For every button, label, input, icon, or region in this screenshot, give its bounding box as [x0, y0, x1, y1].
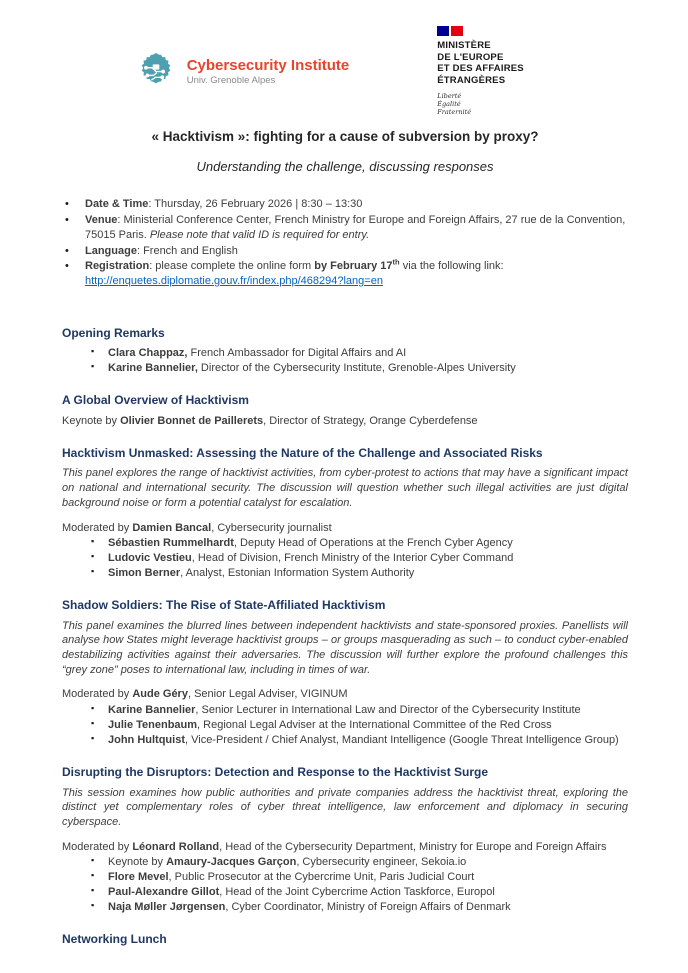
speaker-item: [62, 855, 628, 870]
moderator-text-run: Moderated by: [62, 688, 133, 701]
section-description: This session examines how public authorities and private companies address the hacktivist threat, exploring the distinct yet complementary roles of cyber threat intelligence, law enforcement and diplomacy in securing cyberspace.: [62, 786, 628, 828]
moderator-text-run: Damien Bancal: [132, 521, 212, 534]
speaker-item: [62, 885, 628, 900]
event-info-list: [62, 197, 628, 288]
speaker-text-run: , Deputy Head of Operations at the French Cyber Agency: [233, 537, 513, 550]
info-text-run: Registration: [85, 260, 150, 273]
institute-name: Cybersecurity Institute: [186, 57, 350, 75]
section-description: This panel examines the blurred lines between independent hacktivists and state-sponsored proxies. Panellists will analyse how States might leverage hacktivist groups – or groups masquerading as such – to conduct cyber-enabled destabilizing activities against their adversaries. The discussion will further explore the profound challenges this “grey zone” poses to international law, including in times of war.: [62, 619, 628, 676]
speaker-text-run: French Ambassador for Digital Affairs and AI: [187, 346, 407, 359]
speaker-text-run: Karine Bannelier,: [108, 361, 198, 374]
cybersecurity-institute-logo: [133, 50, 350, 96]
speaker-text-run: , Cyber Coordinator, Ministry of Foreign Affairs of Denmark: [225, 900, 511, 913]
moderator-text-run: , Head of the Cybersecurity Department, Ministry for Europe and Foreign Affairs: [219, 840, 607, 853]
speaker-text-run: Simon Berner: [108, 566, 181, 579]
section-heading: A Global Overview of Hacktivism: [62, 393, 249, 408]
speaker-list: [62, 703, 628, 747]
registration-link[interactable]: http://enquetes.diplomatie.gouv.fr/index.php/468294?lang=en: [85, 275, 383, 288]
section-heading: Opening Remarks: [62, 325, 165, 340]
ministry-name-line: ÉTRANGÈRES: [437, 74, 506, 86]
speaker-item: [62, 536, 628, 551]
speaker-text-run: Naja Møller Jørgensen: [108, 900, 226, 913]
speaker-text-run: , Regional Legal Adviser at the International Committee of the Red Cross: [197, 718, 552, 731]
speaker-text-run: Karine Bannelier: [108, 704, 196, 717]
speaker-text-run: , Senior Lecturer in International Law and Director of the Cybersecurity Institute: [195, 704, 581, 717]
info-text-run: Date & Time: [85, 198, 149, 211]
ministry-logo: [437, 26, 557, 116]
speaker-text-run: Amaury-Jacques Garçon: [166, 856, 297, 869]
moderator-text-run: Léonard Rolland: [132, 840, 220, 853]
agenda-sections: [62, 325, 628, 948]
speaker-text-run: Keynote by: [108, 856, 167, 869]
speaker-item: [62, 703, 628, 718]
motto-line: Liberté: [437, 92, 462, 100]
motto-line: Fraternité: [437, 108, 472, 116]
speaker-item: [62, 733, 628, 748]
speaker-list: [62, 346, 628, 375]
speaker-item: [62, 361, 628, 376]
section-heading: Disrupting the Disruptors: Detection and Response to the Hacktivist Surge: [62, 765, 489, 780]
speaker-list: [62, 855, 628, 914]
speaker-text-run: Flore Mevel: [108, 871, 169, 884]
section-heading: Shadow Soldiers: The Rise of State-Affiliated Hacktivism: [62, 598, 386, 613]
ministry-name-line: DE L'EUROPE: [437, 51, 504, 63]
header-logos: [62, 26, 628, 116]
speaker-text-run: , Analyst, Estonian Information System Authority: [180, 566, 415, 579]
info-item-language: [62, 244, 628, 259]
speaker-item: [62, 566, 628, 581]
ministry-motto: [437, 92, 557, 116]
speaker-text-run: , Public Prosecutor at the Cybercrime Unit, Paris Judicial Court: [168, 871, 475, 884]
info-text-run: : French and English: [136, 244, 238, 257]
speaker-text-run: , Vice-President / Chief Analyst, Mandiant Intelligence (Google Threat Intelligence Group): [185, 733, 619, 746]
page-title: « Hacktivism »: fighting for a cause of subversion by proxy?: [151, 129, 539, 144]
keynote-text-run: , Director of Strategy, Orange Cyberdefense: [263, 414, 478, 427]
section-shadow-soldiers: [62, 597, 628, 747]
speaker-text-run: , Cybersecurity engineer, Sekoia.io: [296, 856, 467, 869]
speaker-text-run: Director of the Cybersecurity Institute, Grenoble-Alpes University: [197, 361, 516, 374]
info-text-run: Language: [85, 244, 137, 257]
info-text-run: Please note that valid ID is required for entry.: [149, 228, 370, 241]
speaker-text-run: Sébastien Rummelhardt: [108, 537, 234, 550]
motto-line: Égalité: [437, 100, 461, 108]
speaker-list: [62, 536, 628, 580]
info-text-run: by February 17: [314, 260, 393, 273]
institute-subname: Univ. Grenoble Alpes: [186, 75, 276, 87]
institute-logo-text: [187, 58, 350, 88]
speaker-item: [62, 346, 628, 361]
speaker-text-run: Clara Chappaz,: [108, 346, 188, 359]
info-item-registration: [62, 259, 628, 288]
speaker-text-run: , Head of the Joint Cybercrime Action Taskforce, Europol: [219, 885, 495, 898]
speaker-item: [62, 551, 628, 566]
section-global-overview: [62, 392, 628, 428]
info-item-date-time: [62, 197, 628, 212]
ministry-name-lines: [437, 40, 557, 86]
info-text-run: Venue: [85, 214, 118, 227]
info-text-run: : please complete the online form: [149, 260, 315, 273]
moderator-text-run: Moderated by: [62, 521, 133, 534]
speaker-item: [62, 900, 628, 915]
moderator-text-run: , Cybersecurity journalist: [211, 521, 332, 534]
speaker-text-run: , Head of Division, French Ministry of the Interior Cyber Command: [191, 552, 514, 564]
section-hacktivism-unmasked: [62, 445, 628, 580]
info-text-run: : Ministerial Conference Center, French Ministry for Europe and Foreign Affairs, 27 rue de la Convention, 75015 Paris.: [85, 214, 626, 241]
section-moderator-line: [62, 840, 628, 855]
ministry-name-line: ET DES AFFAIRES: [437, 63, 524, 74]
keynote-text-run: Keynote by: [62, 414, 121, 427]
shield-circuit-icon: [133, 50, 179, 96]
info-text-run: : Thursday, 26 February 2026 | 8:30 – 13:30: [148, 198, 363, 211]
moderator-text-run: , Senior Legal Adviser, VIGINUM: [187, 688, 348, 701]
info-text-run: th: [392, 257, 400, 267]
section-description: This panel explores the range of hacktivist activities, from cyber-protest to actions that may have a significant impact on national and international security. The discussion will question whether such illegal activities are just digital background noise or form a potential catalyst for escalation.: [62, 467, 628, 509]
section-disrupting-disruptors: [62, 764, 628, 914]
section-opening-remarks: [62, 325, 628, 376]
ministry-name-line: MINISTÈRE: [437, 40, 491, 51]
keynote-text-run: Olivier Bonnet de Paillerets: [120, 414, 264, 427]
speaker-item: [62, 870, 628, 885]
speaker-text-run: Paul-Alexandre Gillot: [108, 885, 220, 898]
info-text-run: via the following link:: [399, 260, 504, 273]
speaker-item: [62, 718, 628, 733]
section-heading: Networking Lunch: [62, 932, 167, 947]
speaker-text-run: Ludovic Vestieu: [108, 552, 192, 564]
french-flag-icon: [437, 26, 557, 36]
page-subtitle: Understanding the challenge, discussing responses: [196, 159, 494, 175]
section-heading: Hacktivism Unmasked: Assessing the Nature of the Challenge and Associated Risks: [62, 446, 543, 461]
section-networking-lunch: [62, 931, 628, 947]
section-moderator-line: [62, 521, 628, 536]
section-moderator-line: [62, 687, 628, 702]
speaker-text-run: John Hultquist: [108, 733, 185, 746]
info-item-venue: [62, 213, 628, 242]
speaker-text-run: Julie Tenenbaum: [108, 718, 198, 731]
moderator-text-run: Moderated by: [62, 840, 133, 853]
moderator-text-run: Aude Géry: [132, 688, 188, 701]
section-keynote-line: [62, 414, 628, 429]
